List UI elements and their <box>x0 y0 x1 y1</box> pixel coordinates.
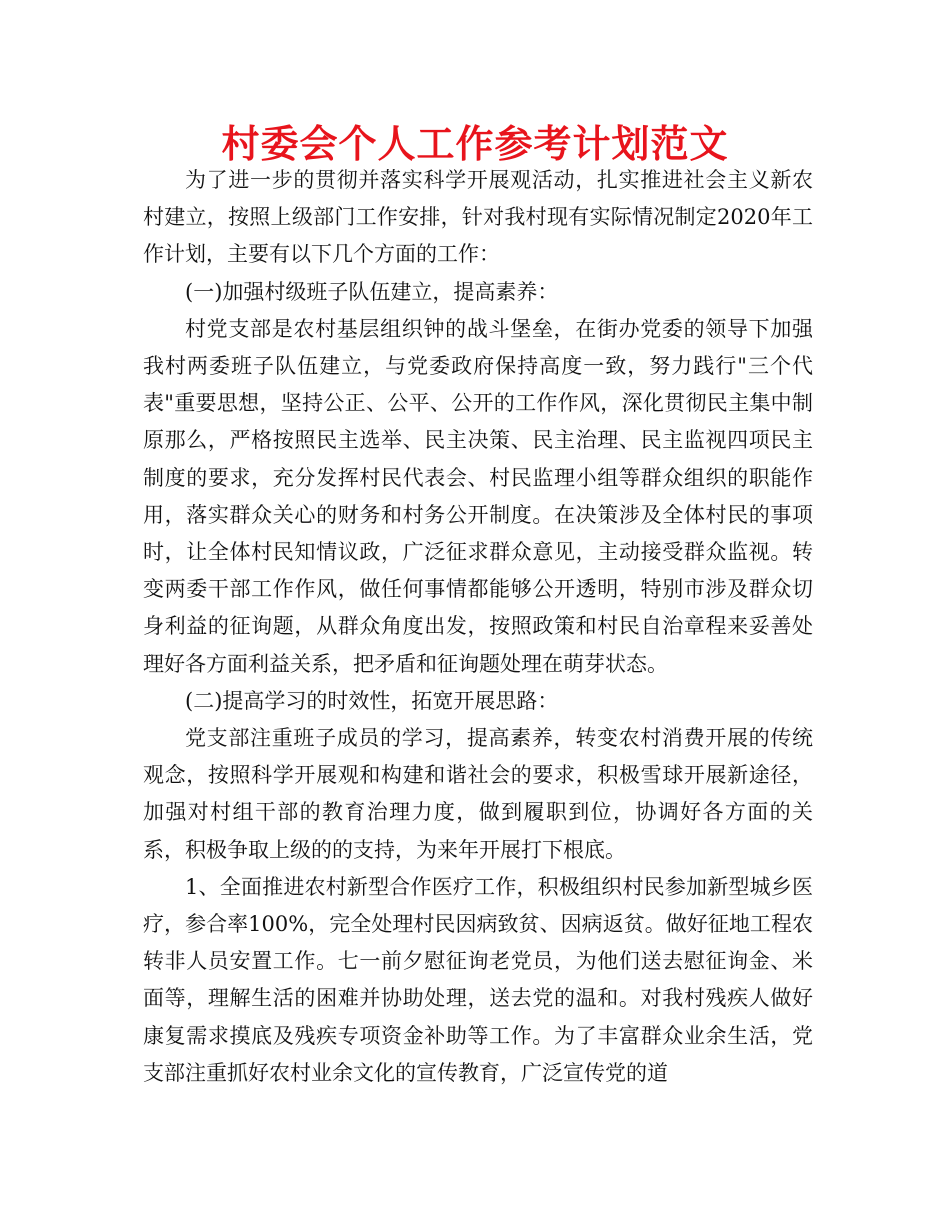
section-heading-2: (二)提高学习的时效性，拓宽开展思路： <box>185 688 559 713</box>
document-body <box>143 162 813 1092</box>
paragraph-study: 党支部注重班子成员的学习，提高素养，转变农村消费开展的传统观念，按照科学开展观和构建和谐社会的要求，积极雪球开展新途径，加强对村组干部的教育治理力度，做到履职到位，协调好各方面的关系，积极争取上级的的支持，为来年开展打下根底。 <box>143 726 813 862</box>
paragraph-item-1: 1、全面推进农村新型合作医疗工作，积极组织村民参加新型城乡医疗，参合率100%，完全处理村民因病致贫、因病返贫。做好征地工程农转非人员安置工作。七一前夕慰征询老党员，为他们送去慰征询金、米面等，理解生活的困难并协助处理，送去党的温和。对我村残疾人做好康复需求摸底及残疾专项资金补助等工作。为了丰富群众业余生活，党支部注重抓好农村业余文化的宣传教育，广泛宣传党的道 <box>143 874 813 1085</box>
document-title: 村委会个人工作参考计划范文 <box>221 122 729 166</box>
paragraph-intro: 为了进一步的贯彻并落实科学开展观活动，扎实推进社会主义新农村建立，按照上级部门工作安排，针对我村现有实际情况制定2020年工作计划，主要有以下几个方面的工作： <box>143 168 813 267</box>
paragraph-party-branch: 村党支部是农村基层组织钟的战斗堡垒，在街办党委的领导下加强我村两委班子队伍建立，与党委政府保持高度一致，努力践行"三个代表"重要思想，坚持公正、公平、公开的工作作风，深化贯彻民主集中制原那么，严格按照民主选举、民主决策、民主治理、民主监视四项民主制度的要求，充分发挥村民代表会、村民监理小组等群众组织的职能作用，落实群众关心的财务和村务公开制度。在决策涉及全体村民的事项时，让全体村民知情议政，广泛征求群众意见，主动接受群众监视。转变两委干部工作作风，做任何事情都能够公开透明，特别市涉及群众切身利益的征询题，从群众角度出发，按照政策和村民自治章程来妥善处理好各方面利益关系，把矛盾和征询题处理在萌芽状态。 <box>143 316 813 676</box>
section-heading-1: (一)加强村级班子队伍建立，提高素养： <box>185 279 559 304</box>
